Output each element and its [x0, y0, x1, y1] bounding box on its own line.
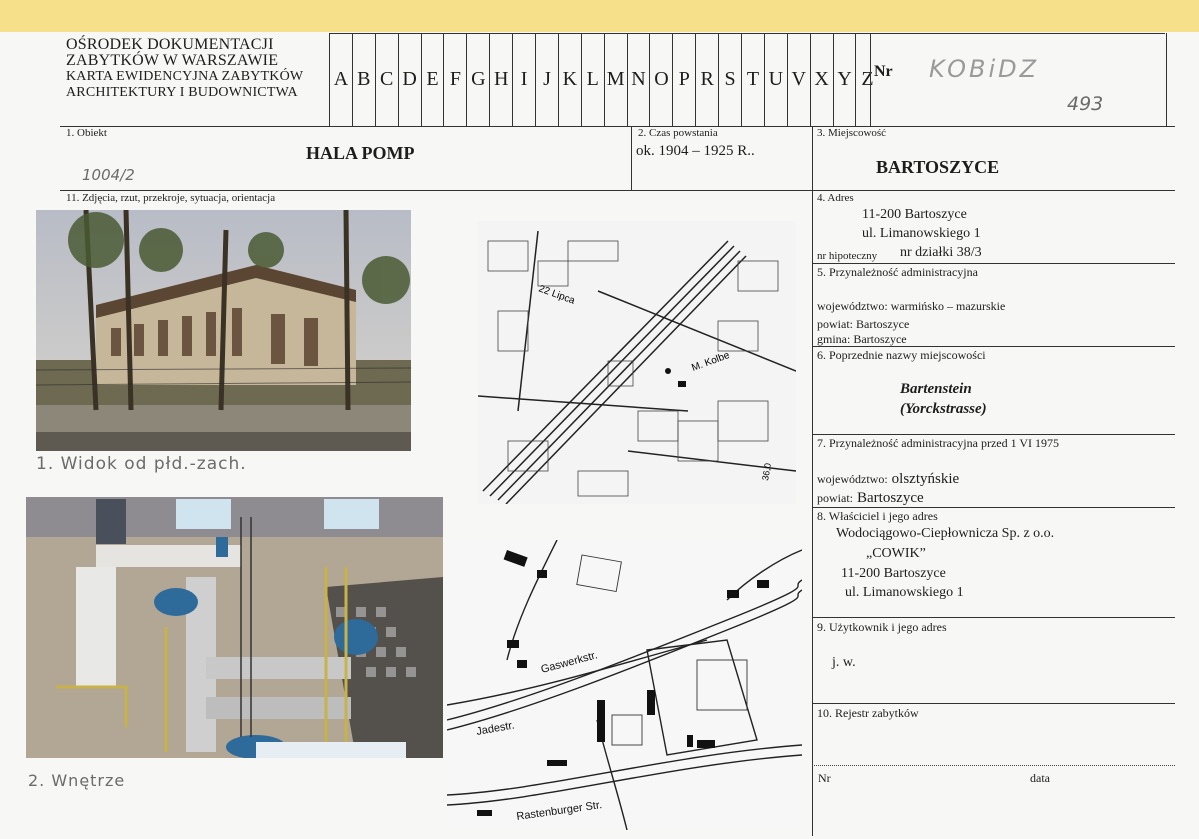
- obiekt-label: 1. Obiekt: [66, 127, 107, 139]
- miejscowosc-label: 3. Miejscowość: [817, 127, 887, 139]
- adres-label: 4. Adres: [817, 192, 854, 204]
- row1-bottom-line: [60, 190, 1175, 191]
- letter-box-s: S: [718, 33, 741, 126]
- letter-box-t: T: [741, 33, 764, 126]
- obiekt-value: HALA POMP: [306, 143, 415, 163]
- letter-box-f: F: [443, 33, 466, 126]
- institution-block: [66, 37, 303, 101]
- uzytkownik-label: 9. Użytkownik i jego adres: [817, 620, 947, 634]
- letter-box-g: G: [466, 33, 489, 126]
- letter-box-k: K: [558, 33, 581, 126]
- line-5-6: [812, 346, 1175, 347]
- top-color-band: [0, 0, 1199, 32]
- letter-box-l: L: [581, 33, 604, 126]
- section11-label: 11. Zdjęcia, rzut, przekroje, sytuacja, orientacja: [66, 192, 276, 204]
- letter-box-u: U: [764, 33, 787, 126]
- nr-label: Nr: [874, 63, 893, 80]
- letter-box-y: Y: [833, 33, 856, 126]
- site-map-1: [478, 221, 796, 504]
- letter-box-z: Z: [855, 33, 878, 126]
- letter-box-m: M: [604, 33, 627, 126]
- nr-box: [870, 33, 1167, 126]
- letter-box-d: D: [398, 33, 421, 126]
- wlasciciel-line3: 11-200 Bartoszyce: [841, 566, 946, 581]
- letter-box-a: A: [329, 33, 352, 126]
- letter-box-p: P: [672, 33, 695, 126]
- inst-line-3: KARTA EWIDENCYJNA ZABYTKÓW: [66, 69, 304, 84]
- poprz-line1: Bartenstein: [900, 381, 972, 397]
- rejestr-dotted-line: [812, 765, 1175, 766]
- letter-box-h: H: [489, 33, 512, 126]
- wlasciciel-line4: ul. Limanowskiego 1: [845, 585, 964, 600]
- letter-box-x: X: [810, 33, 833, 126]
- przed-woj-value: olsztyńskie: [891, 471, 960, 487]
- poprz-label: 6. Poprzednie nazwy miejscowości: [817, 348, 986, 362]
- czas-label: 2. Czas powstania: [638, 127, 718, 139]
- line-4-5: [812, 263, 1175, 264]
- rejestr-label: 10. Rejestr zabytków: [817, 706, 919, 720]
- inst-line-4: ARCHITEKTURY I BUDOWNICTWA: [66, 85, 298, 100]
- przed-pow-prefix: powiat:: [817, 491, 853, 505]
- inst-line-1: OŚRODEK DOKUMENTACJI: [66, 36, 274, 53]
- przed-pow-row: [817, 489, 924, 507]
- row1-top-line: [60, 126, 1175, 127]
- map2-label-rastenburger: Rastenburger Str.: [515, 799, 603, 823]
- przed-pow-value: Bartoszyce: [857, 490, 924, 506]
- line-7-8: [812, 507, 1175, 508]
- hipoteczny-label: nr hipoteczny: [817, 250, 878, 262]
- przyn-woj: województwo: warmińsko – mazurskie: [817, 299, 1006, 313]
- rejestr-nr-label: Nr: [818, 771, 831, 785]
- nr-hand-number: 493: [1067, 93, 1104, 115]
- uzytkownik-value: j. w.: [832, 655, 856, 670]
- inst-line-2: ZABYTKÓW W WARSZAWIE: [66, 52, 279, 69]
- wlasciciel-line1: Wodociągowo-Ciepłownicza Sp. z o.o.: [836, 526, 1055, 541]
- map2-label-gaswerk: Gaswerkstr.: [539, 649, 599, 676]
- wlasciciel-line2: „COWIK”: [866, 546, 926, 561]
- miejscowosc-value: BARTOSZYCE: [876, 157, 1000, 177]
- letter-box-j: J: [535, 33, 558, 126]
- letter-box-n: N: [627, 33, 650, 126]
- przed-label: 7. Przynależność administracyjna przed 1 VI 1975: [817, 436, 1060, 450]
- letter-index: [329, 33, 878, 126]
- map1-label-num: 36,0: [760, 462, 774, 482]
- map1-label-kolbe: M. Kolbe: [690, 349, 732, 374]
- line-6-7: [812, 434, 1175, 435]
- right-column-divider: [812, 126, 813, 836]
- letter-box-i: I: [512, 33, 535, 126]
- interior-photo: [26, 497, 443, 758]
- letter-box-c: C: [375, 33, 398, 126]
- line-8-9: [812, 617, 1175, 618]
- site-map-2: [447, 540, 802, 830]
- przyn-label: 5. Przynależność administracyjna: [817, 265, 978, 279]
- letter-box-v: V: [787, 33, 810, 126]
- letter-box-o: O: [649, 33, 672, 126]
- line-9-10: [812, 703, 1175, 704]
- photo1-caption: 1. Widok od płd.-zach.: [36, 454, 247, 474]
- przed-woj-prefix: województwo:: [817, 472, 888, 486]
- nr-handwriting: KOBiDZ: [929, 55, 1040, 83]
- przed-woj-row: [817, 470, 959, 488]
- adres-line1: 11-200 Bartoszyce: [862, 207, 967, 222]
- przyn-pow: powiat: Bartoszyce: [817, 317, 910, 331]
- rejestr-data-label: data: [1030, 771, 1050, 785]
- przyn-gmina: gmina: Bartoszyce: [817, 332, 907, 346]
- map1-label-lipca: 22 Lipca: [536, 283, 577, 307]
- czas-value: ok. 1904 – 1925 R..: [636, 143, 755, 159]
- dzialki-value: nr działki 38/3: [900, 245, 982, 260]
- letter-box-e: E: [421, 33, 444, 126]
- obiekt-handwriting: 1004/2: [82, 166, 135, 184]
- letter-box-b: B: [352, 33, 375, 126]
- map2-label-jade: Jadestr.: [475, 719, 516, 738]
- poprz-line2: (Yorckstrasse): [900, 401, 987, 417]
- exterior-photo: [36, 210, 411, 451]
- letter-box-r: R: [695, 33, 718, 126]
- photo2-caption: 2. Wnętrze: [28, 771, 126, 790]
- wlasciciel-label: 8. Właściciel i jego adres: [817, 509, 938, 523]
- row1-divider-a: [631, 126, 632, 190]
- adres-line2: ul. Limanowskiego 1: [862, 226, 981, 241]
